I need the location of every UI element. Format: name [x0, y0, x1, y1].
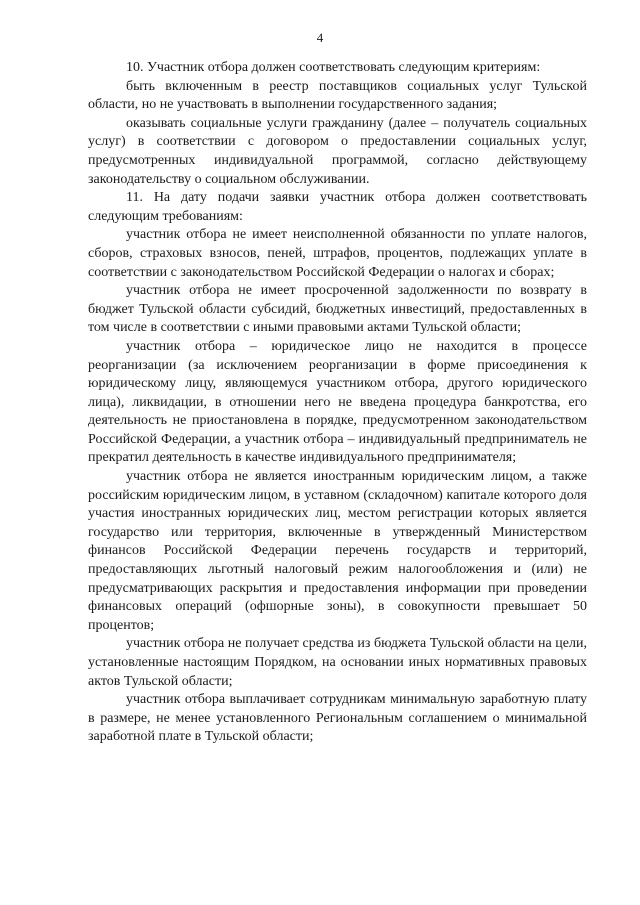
- paragraph-requirement-debt: участник отбора не имеет просроченной задолженности по возврату в бюджет Тульской области субсидий, бюджетных инвестиций, предоставленных в том числе в соответствии с иными правовыми актами Тульской области;: [88, 283, 587, 336]
- paragraph-criteria-services: оказывать социальные услуги гражданину (далее – получатель социальных услуг) в соответствии с договором о предоставлении социальных услуг, предусмотренных индивидуальной программой, согласно действующему законодательству о социальном обслуживании.: [88, 115, 587, 187]
- paragraph-requirement-foreign-entity: участник отбора не является иностранным юридическим лицом, а также российским юридическим лицом, в уставном (складочном) капитале которого доля участия иностранных юридических лиц, местом регистрации которых является государство или территория, включенные в утвержденный Министерством финансов Российской Федерации перечень государств и территорий, предоставляющих льготный налоговый режим налогообложения и (или) не предусматривающих раскрытия и предоставления информации при проведении финансовых операций (офшорные зоны), в совокупности превышает 50 процентов;: [88, 469, 587, 633]
- document-body: [88, 59, 587, 747]
- paragraph-criteria-heading: 10. Участник отбора должен соответствовать следующим критериям:: [126, 60, 541, 75]
- paragraph-requirement-minimum-wage: участник отбора выплачивает сотрудникам минимальную заработную плату в размере, не менее установленного Региональным соглашением о минимальной заработной плате в Тульской области;: [88, 692, 587, 745]
- paragraph-requirement-taxes: участник отбора не имеет неисполненной обязанности по уплате налогов, сборов, страховых взносов, пеней, штрафов, процентов, подлежащих уплате в соответствии с законодательством Российской Федерации о налогах и сборах;: [88, 227, 587, 280]
- page-number: 4: [316, 30, 324, 45]
- paragraph-criteria-registry: быть включенным в реестр поставщиков социальных услуг Тульской области, но не участвовать в выполнении государственного задания;: [88, 78, 587, 113]
- paragraph-requirement-reorganization: участник отбора – юридическое лицо не находится в процессе реорганизации (за исключением реорганизации в форме присоединения к юридическому лицу, являющемуся участником отбора, другого юридического лица), ликвидации, в отношении него не введена процедура банкротства, его деятельность не приостановлена в порядке, предусмотренном законодательством Российской Федерации, а участник отбора – индивидуальный предприниматель не прекратил деятельность в качестве индивидуального предпринимателя;: [88, 338, 587, 466]
- paragraph-requirement-budget-funds: участник отбора не получает средства из бюджета Тульской области на цели, установленные настоящим Порядком, на основании иных нормативных правовых актов Тульской области;: [88, 636, 587, 689]
- paragraph-requirements-heading: 11. На дату подачи заявки участник отбора должен соответствовать следующим требованиям:: [88, 190, 587, 224]
